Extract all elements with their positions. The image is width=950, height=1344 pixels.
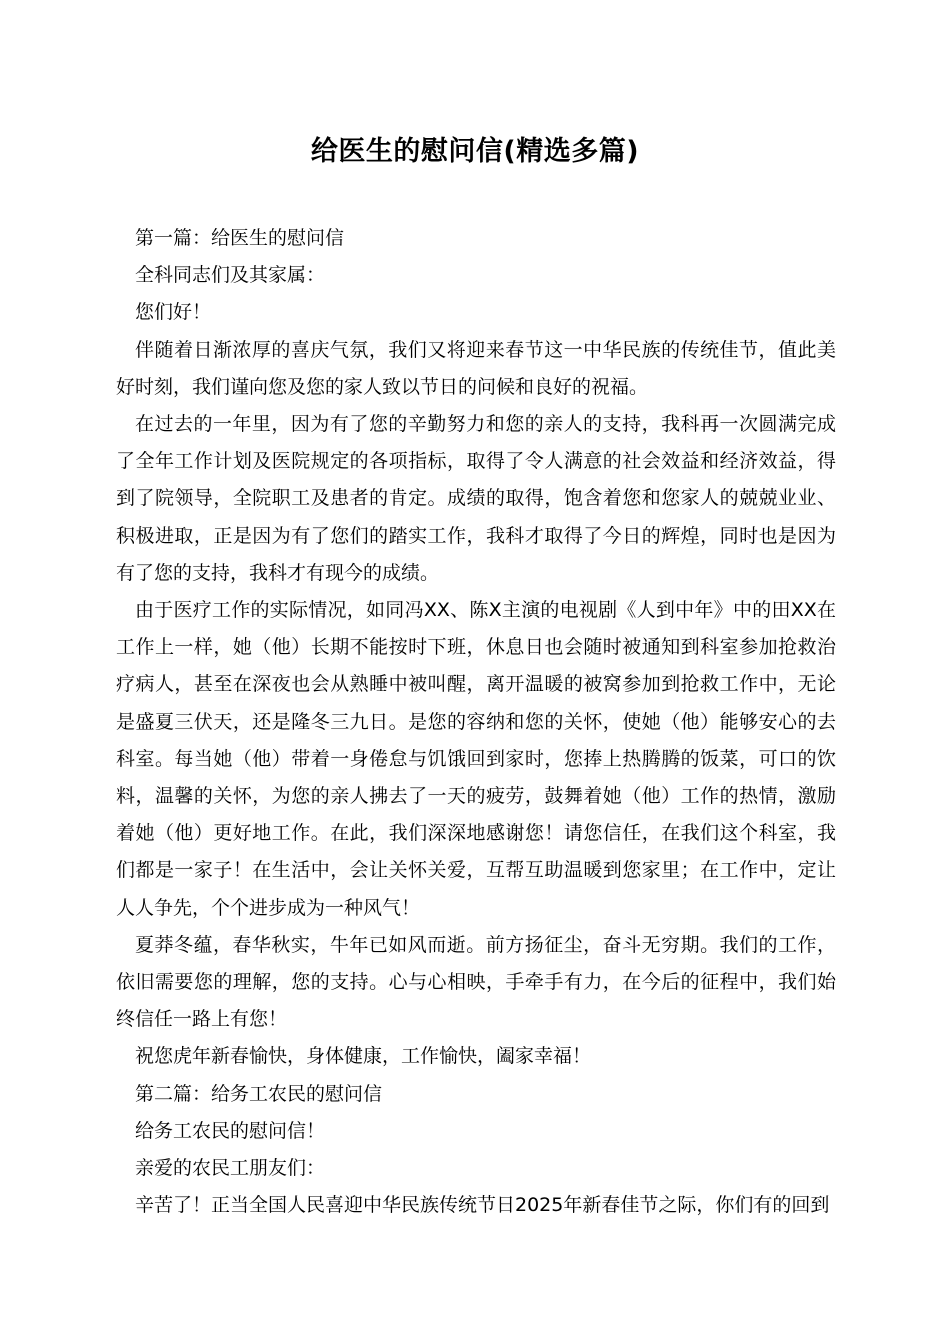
section-heading-2: 第二篇：给务工农民的慰问信 bbox=[135, 1082, 383, 1105]
greeting: 您们好！ bbox=[135, 301, 212, 324]
paragraph-achievements: 在过去的一年里，因为有了您的辛勤努力和您的亲人的支持，我科再一次圆满完成了全年工作计划及医院规定的各项指标，取得了令人满意的社会效益和经济效益，得到了院领导，全院职工及患者的肯定。成绩的取得，饱含着您和您家人的兢兢业业、积极进取，正是因为有了您们的踏实工作，我科才取得了今日的辉煌，同时也是因为有了您的支持，我科才有现今的成绩。 bbox=[116, 413, 836, 584]
paragraph-gratitude: 由于医疗工作的实际情况，如同冯XX、陈X主演的电视剧《人到中年》中的田XX在工作上一样，她（他）长期不能按时下班，休息日也会随时被通知到科室参加抢救治疗病人，甚至在深夜也会从熟睡中被叫醒，离开温暖的被窝参加到抢救工作中，无论是盛夏三伏天，还是隆冬三九日。是您的容纳和您的关怀，使她（他）能够安心的去科室。每当她（他）带着一身倦怠与饥饿回到家时，您捧上热腾腾的饭菜，可口的饮料，温馨的关怀，为您的亲人拂去了一天的疲劳，鼓舞着她（他）工作的热情，激励着她（他）更好地工作。在此，我们深深地感谢您！请您信任，在我们这个科室，我们都是一家子！在生活中，会让关怀关爱，互帮互助温暖到您家里；在工作中，定让人人争先，个个进步成为一种风气！ bbox=[116, 599, 836, 919]
paragraph-opening-2: 辛苦了！正当全国人民喜迎中华民族传统节日2025年新春佳节之际，你们有的回到 bbox=[135, 1194, 830, 1217]
document-body bbox=[116, 220, 836, 1224]
paragraph-intro: 伴随着日渐浓厚的喜庆气氛，我们又将迎来春节这一中华民族的传统佳节，值此美好时刻，我们谨向您及您的家人致以节日的问候和良好的祝福。 bbox=[116, 338, 836, 398]
section-heading-1: 第一篇：给医生的慰问信 bbox=[135, 227, 345, 249]
paragraph-wishes: 祝您虎年新春愉快，身体健康，工作愉快，阖家幸福！ bbox=[135, 1045, 592, 1068]
salutation-2: 亲爱的农民工朋友们： bbox=[135, 1157, 326, 1180]
letter-title-2: 给务工农民的慰问信！ bbox=[135, 1119, 326, 1142]
document-title: 给医生的慰问信(精选多篇) bbox=[310, 136, 640, 167]
paragraph-outlook: 夏莽冬蕴，春华秋实，牛年已如风而逝。前方扬征尘，奋斗无穷期。我们的工作，依旧需要您的理解，您的支持。心与心相映，手牵手有力，在今后的征程中，我们始终信任一路上有您！ bbox=[116, 933, 836, 1031]
salutation: 全科同志们及其家属： bbox=[135, 264, 326, 287]
